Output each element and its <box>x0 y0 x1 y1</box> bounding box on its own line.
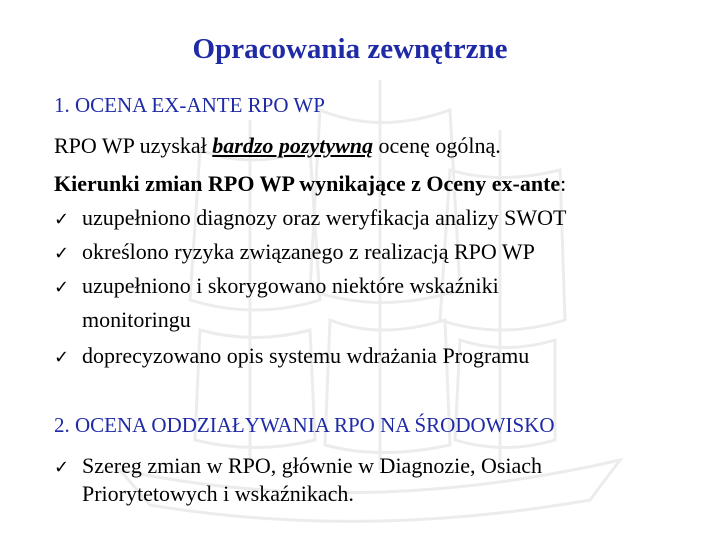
list-item: ✓ Szereg zmian w RPO, głównie w Diagnozie, Osiach <box>54 452 542 482</box>
list-item: ✓ określono ryzyka związanego z realizacją RPO WP <box>54 238 535 268</box>
section2-heading: 2. OCENA ODDZIAŁYWANIA RPO NA ŚRODOWISKO <box>54 413 555 437</box>
section1-heading: 1. OCENA EX-ANTE RPO WP <box>54 93 325 117</box>
intro-text-after: ocenę ogólną. <box>373 133 501 158</box>
list-item-continuation: Priorytetowych i wskaźnikach. <box>82 481 354 506</box>
list-item: ✓ uzupełniono i skorygowano niektóre wskaźniki <box>54 272 499 302</box>
checkmark-icon: ✓ <box>54 277 70 298</box>
subheading-bold: Kierunki zmian RPO WP wynikające z Oceny ex-ante <box>54 171 561 196</box>
list-item: ✓ uzupełniono diagnozy oraz weryfikacja analizy SWOT <box>54 204 566 234</box>
list-item-continuation: monitoringu <box>82 307 191 332</box>
slide-title: Opracowania zewnętrzne <box>192 33 508 65</box>
intro-emphasis: bardzo pozytywną <box>212 133 374 158</box>
checkmark-icon: ✓ <box>54 347 70 368</box>
section1-intro <box>54 132 501 160</box>
checkmark-icon: ✓ <box>54 243 70 264</box>
subheading-tail: : <box>560 171 567 196</box>
checkmark-icon: ✓ <box>54 209 70 230</box>
checkmark-icon: ✓ <box>54 457 70 478</box>
section1-subheading <box>54 170 566 198</box>
intro-text-before: RPO WP uzyskał <box>54 133 213 158</box>
list-item: ✓ doprecyzowano opis systemu wdrażania Programu <box>54 342 529 372</box>
